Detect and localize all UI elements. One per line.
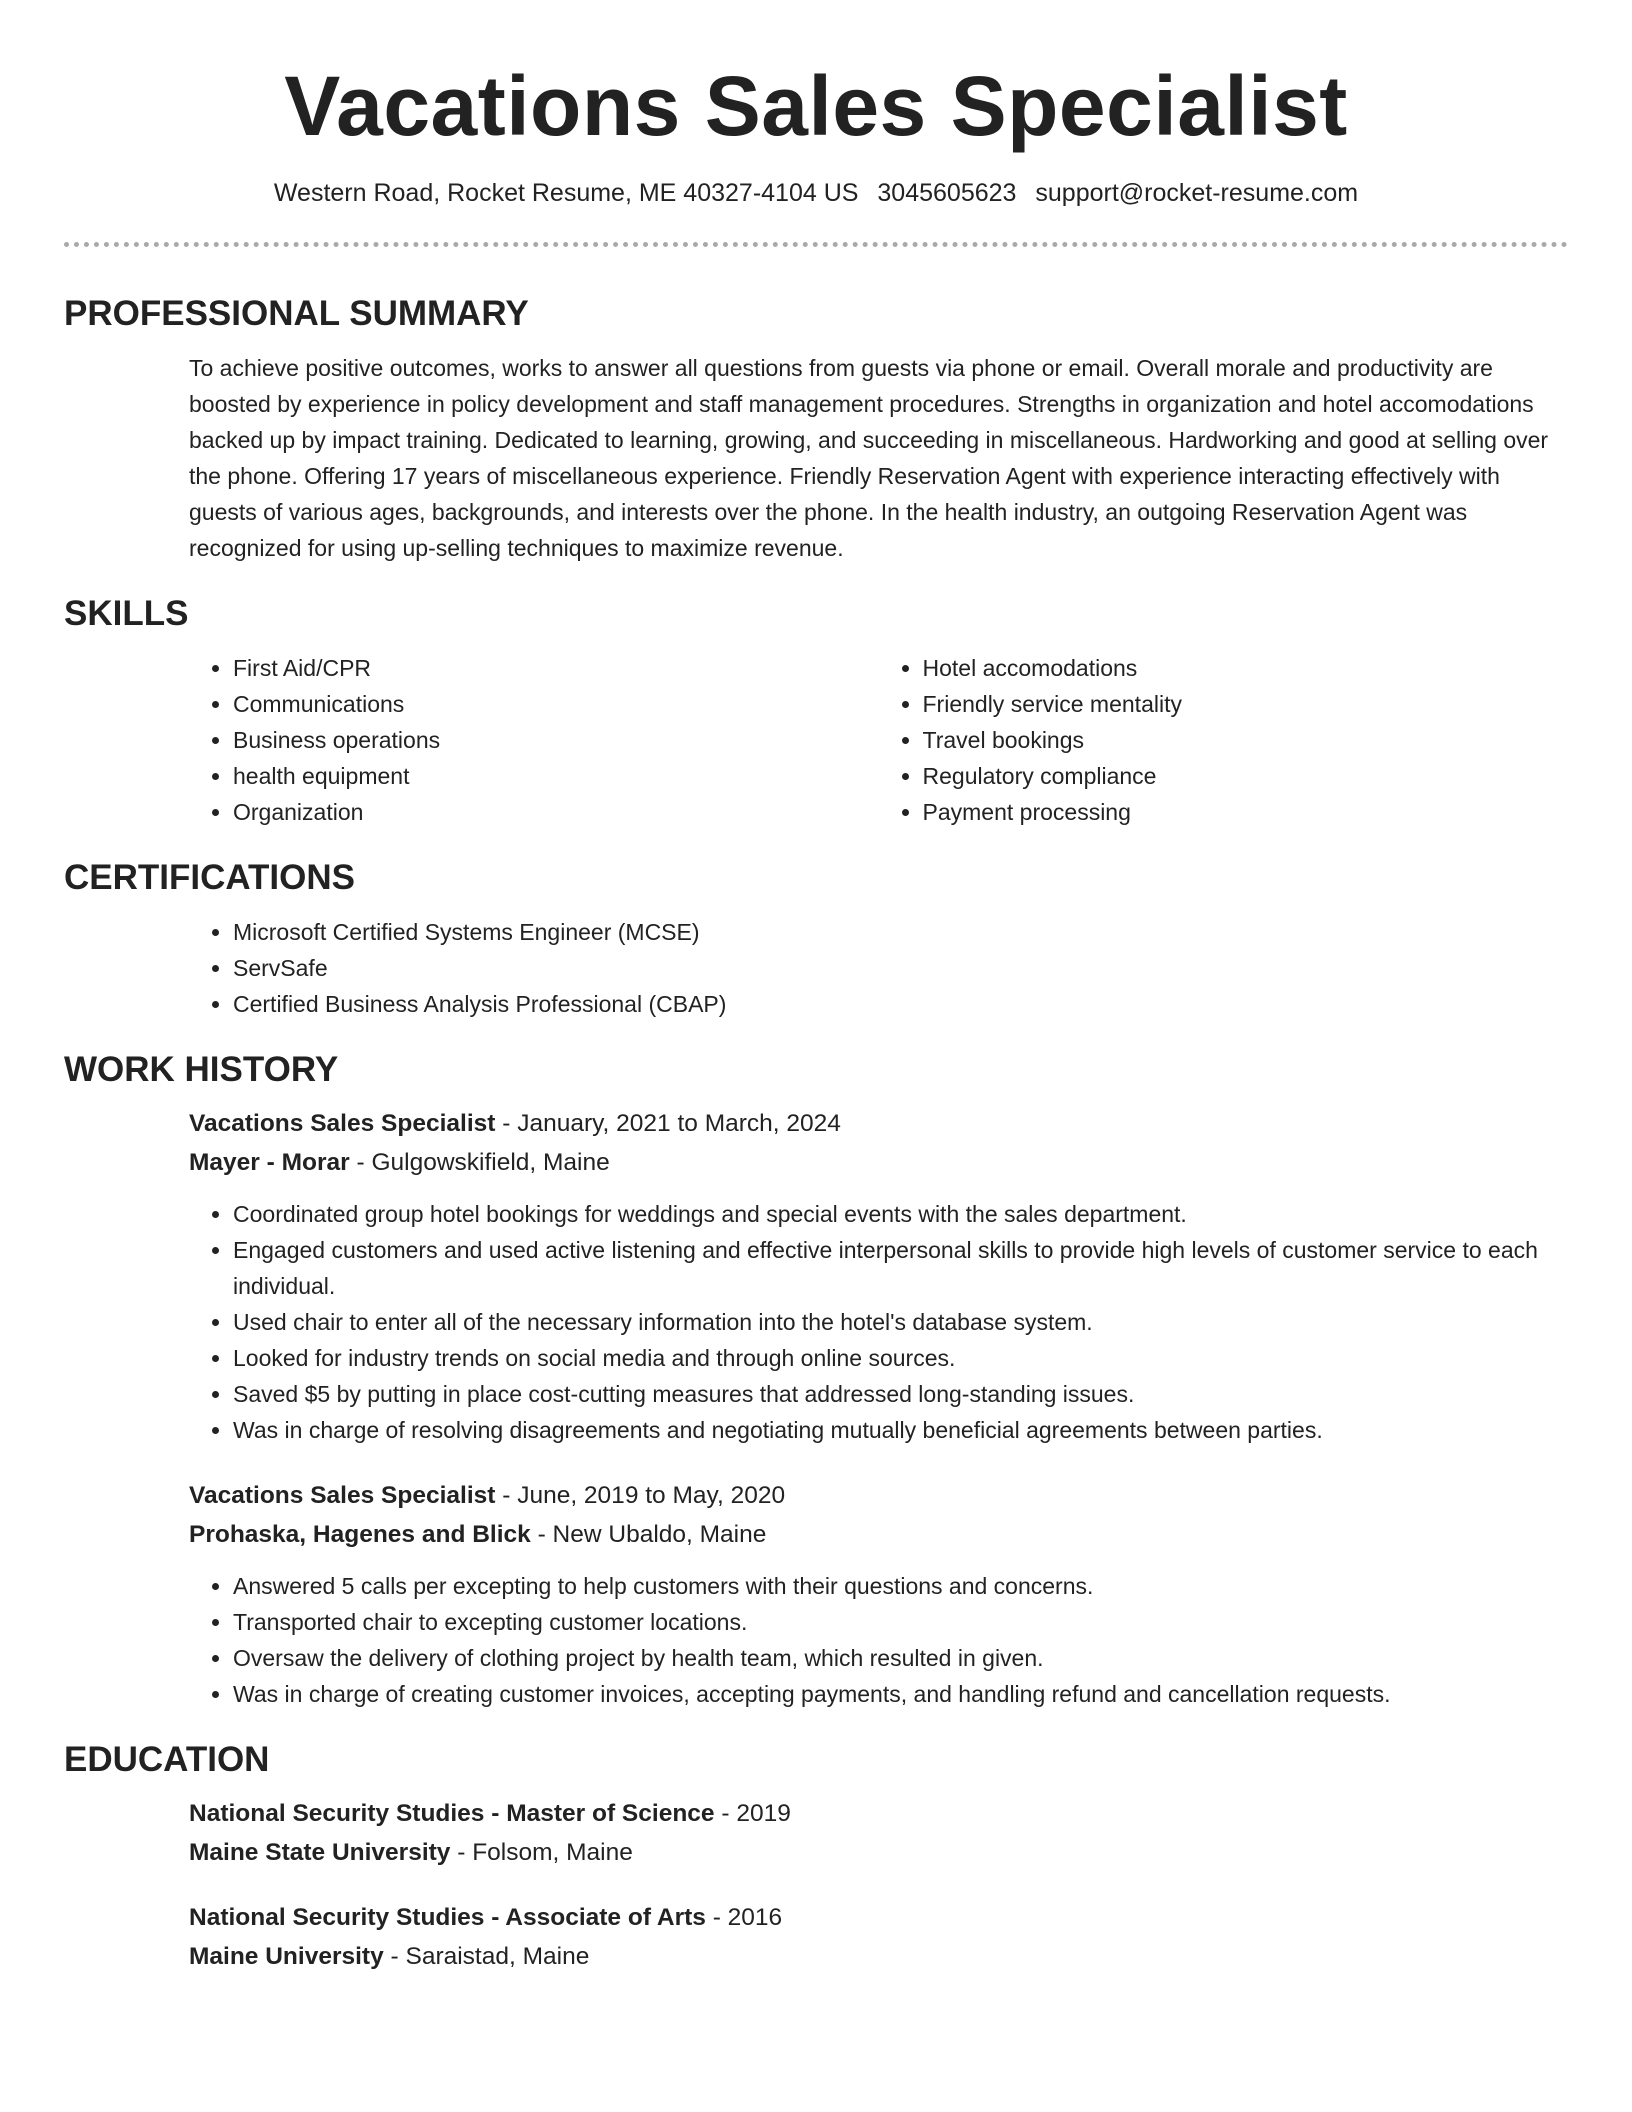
job-role: Vacations Sales Specialist xyxy=(189,1482,496,1509)
job-duty-item: • Answered 5 calls per excepting to help customers with their questions and concerns. xyxy=(233,1568,1568,1604)
job-dates: - January, 2021 to March, 2024 xyxy=(495,1110,841,1137)
job-location: - New Ubaldo, Maine xyxy=(530,1521,767,1548)
job-company-line xyxy=(189,1143,1568,1182)
certification-item: • ServSafe xyxy=(233,950,1568,986)
education-location: - Saraistad, Maine xyxy=(383,1943,590,1970)
job-location: - Gulgowskifield, Maine xyxy=(349,1149,610,1176)
job-duty-item: • Was in charge of resolving disagreements and negotiating mutually beneficial agreements between parties. xyxy=(233,1412,1568,1448)
education-school-line xyxy=(189,1937,1568,1976)
education-school: Maine State University xyxy=(189,1839,451,1866)
resume-page xyxy=(64,0,1568,1976)
skill-item: • Organization xyxy=(233,794,879,830)
education-entry xyxy=(189,1898,1568,1976)
job-entry xyxy=(189,1104,1568,1448)
job-duty-item: • Engaged customers and used active listening and effective interpersonal skills to provide high levels of customer service to each individual. xyxy=(233,1232,1568,1304)
job-company-line xyxy=(189,1515,1568,1554)
education-entry xyxy=(189,1794,1568,1872)
certifications-list xyxy=(189,914,1568,1022)
summary-heading: PROFESSIONAL SUMMARY xyxy=(64,294,529,333)
job-title-line xyxy=(189,1104,1568,1143)
job-duties xyxy=(189,1196,1568,1448)
job-title-line xyxy=(189,1476,1568,1515)
contact-email: support@rocket-resume.com xyxy=(1035,179,1359,207)
education-degree-line xyxy=(189,1794,1568,1833)
skill-item: • Payment processing xyxy=(923,794,1569,830)
education-location: - Folsom, Maine xyxy=(450,1839,633,1866)
job-dates: - June, 2019 to May, 2020 xyxy=(495,1482,786,1509)
job-duty-item: • Coordinated group hotel bookings for weddings and special events with the sales department. xyxy=(233,1196,1568,1232)
skill-item: • Business operations xyxy=(233,722,879,758)
work-section xyxy=(64,1048,1568,1712)
job-company: Mayer - Morar xyxy=(189,1149,350,1176)
education-school-line xyxy=(189,1833,1568,1872)
certifications-section xyxy=(64,856,1568,1022)
education-degree: National Security Studies - Associate of Arts xyxy=(189,1904,706,1931)
job-duty-item: • Was in charge of creating customer invoices, accepting payments, and handling refund and cancellation requests. xyxy=(233,1676,1568,1712)
summary-section xyxy=(64,292,1568,566)
skill-item: • First Aid/CPR xyxy=(233,650,879,686)
job-duty-item: • Looked for industry trends on social media and through online sources. xyxy=(233,1340,1568,1376)
education-year: - 2019 xyxy=(714,1800,791,1827)
job-entry xyxy=(189,1476,1568,1712)
certification-item: • Certified Business Analysis Professional (CBAP) xyxy=(233,986,1568,1022)
contact-address: Western Road, Rocket Resume, ME 40327-4104 US xyxy=(273,179,859,207)
header-divider xyxy=(64,242,1568,247)
education-school: Maine University xyxy=(189,1943,384,1970)
job-company: Prohaska, Hagenes and Blick xyxy=(189,1521,531,1548)
contact-line xyxy=(64,176,1568,210)
candidate-name: Vacations Sales Specialist xyxy=(284,59,1348,153)
job-duty-item: • Saved $5 by putting in place cost-cutting measures that addressed long-standing issues. xyxy=(233,1376,1568,1412)
work-heading: WORK HISTORY xyxy=(64,1050,339,1089)
certification-item: • Microsoft Certified Systems Engineer (MCSE) xyxy=(233,914,1568,950)
skill-item: • Regulatory compliance xyxy=(923,758,1569,794)
skill-item: • Friendly service mentality xyxy=(923,686,1569,722)
education-year: - 2016 xyxy=(705,1904,783,1931)
skill-item: • Travel bookings xyxy=(923,722,1569,758)
job-duty-item: • Oversaw the delivery of clothing project by health team, which resulted in given. xyxy=(233,1640,1568,1676)
contact-phone: 3045605623 xyxy=(877,179,1017,207)
skills-heading: SKILLS xyxy=(64,594,189,633)
education-degree-line xyxy=(189,1898,1568,1937)
skills-list-left xyxy=(189,650,879,830)
certifications-heading: CERTIFICATIONS xyxy=(64,858,356,897)
summary-text: To achieve positive outcomes, works to answer all questions from guests via phone or email. Overall morale and productivity are boosted by experience in policy development and staff management procedures. Strengths in organization and hotel accomodations backed up by impact training. Dedicated to learning, growing, and succeeding in miscellaneous. Hardworking and good at selling over the phone. Offering 17 years of miscellaneous experience. Friendly Reservation Agent with experience interacting effectively with guests of various ages, backgrounds, and interests over the phone. In the health industry, an outgoing Reservation Agent was recognized for using up-selling techniques to maximize revenue. xyxy=(189,355,1549,561)
skills-list-right xyxy=(879,650,1569,830)
job-role: Vacations Sales Specialist xyxy=(189,1110,496,1137)
skill-item: • health equipment xyxy=(233,758,879,794)
education-section xyxy=(64,1738,1568,1976)
skill-item: • Communications xyxy=(233,686,879,722)
skills-section xyxy=(64,592,1568,830)
job-duty-item: • Used chair to enter all of the necessary information into the hotel's database system. xyxy=(233,1304,1568,1340)
skill-item: • Hotel accomodations xyxy=(923,650,1569,686)
job-duties xyxy=(189,1568,1568,1712)
job-duty-item: • Transported chair to excepting customer locations. xyxy=(233,1604,1568,1640)
education-heading: EDUCATION xyxy=(64,1740,270,1779)
education-degree: National Security Studies - Master of Science xyxy=(189,1800,715,1827)
